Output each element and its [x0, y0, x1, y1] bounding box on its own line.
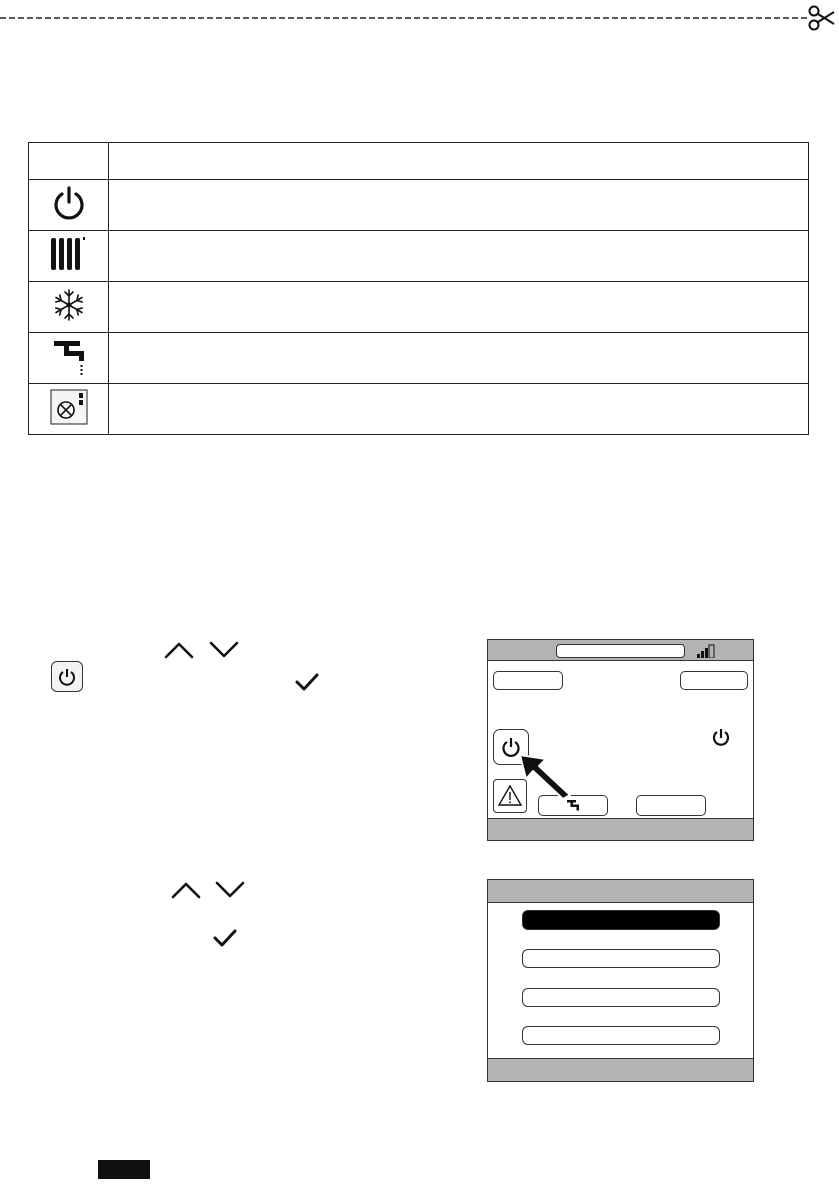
- pointer-arrow-icon: [516, 750, 578, 800]
- lamp-box-description: [109, 384, 809, 435]
- table-row: [29, 282, 809, 333]
- table-header-row: [29, 143, 809, 180]
- table-row: [29, 180, 809, 231]
- table-row: [29, 384, 809, 435]
- snowflake-icon: [51, 287, 87, 323]
- menu-option[interactable]: [522, 988, 720, 1007]
- table-row: [29, 333, 809, 384]
- check-icon[interactable]: [212, 928, 238, 948]
- chevron-up-icon[interactable]: [163, 640, 195, 660]
- lcd-home-screen: [487, 639, 754, 841]
- lcd-footer-bar: [488, 818, 753, 840]
- radiator-description: [109, 231, 809, 282]
- symbol-table: [28, 142, 809, 435]
- menu-option[interactable]: [522, 949, 720, 968]
- lcd-menu-header-bar: [488, 880, 753, 903]
- cut-line: [0, 0, 839, 40]
- lcd-menu-screen: [487, 879, 754, 1082]
- menu-option[interactable]: [522, 1026, 720, 1045]
- lamp-box-icon: [48, 387, 90, 427]
- lcd-right-tab-button[interactable]: [680, 671, 748, 690]
- tap-description: [109, 333, 809, 384]
- lcd-title-field: [556, 644, 685, 658]
- table-row: [29, 231, 809, 282]
- page-number-tab: [98, 1160, 150, 1179]
- table-header-description: [109, 143, 809, 180]
- menu-option-selected[interactable]: [522, 910, 720, 930]
- snowflake-description: [109, 282, 809, 333]
- power-key-icon[interactable]: [51, 661, 83, 692]
- power-description: [109, 180, 809, 231]
- tap-icon: [566, 798, 581, 813]
- lcd-menu-footer-bar: [488, 1058, 753, 1081]
- power-status-icon: [710, 726, 732, 748]
- chevron-up-icon[interactable]: [170, 880, 202, 900]
- check-icon[interactable]: [294, 672, 320, 692]
- chevron-down-icon[interactable]: [214, 880, 246, 900]
- chevron-down-icon[interactable]: [208, 640, 240, 660]
- radiator-icon: [47, 235, 91, 273]
- lcd-left-tab-button[interactable]: [493, 671, 563, 690]
- signal-bars-icon: [696, 644, 716, 658]
- lcd-secondary-button[interactable]: [636, 795, 706, 816]
- tap-icon: [49, 336, 89, 376]
- table-header-symbol: [29, 143, 109, 180]
- scissors-icon: [810, 7, 835, 30]
- power-icon: [51, 185, 87, 221]
